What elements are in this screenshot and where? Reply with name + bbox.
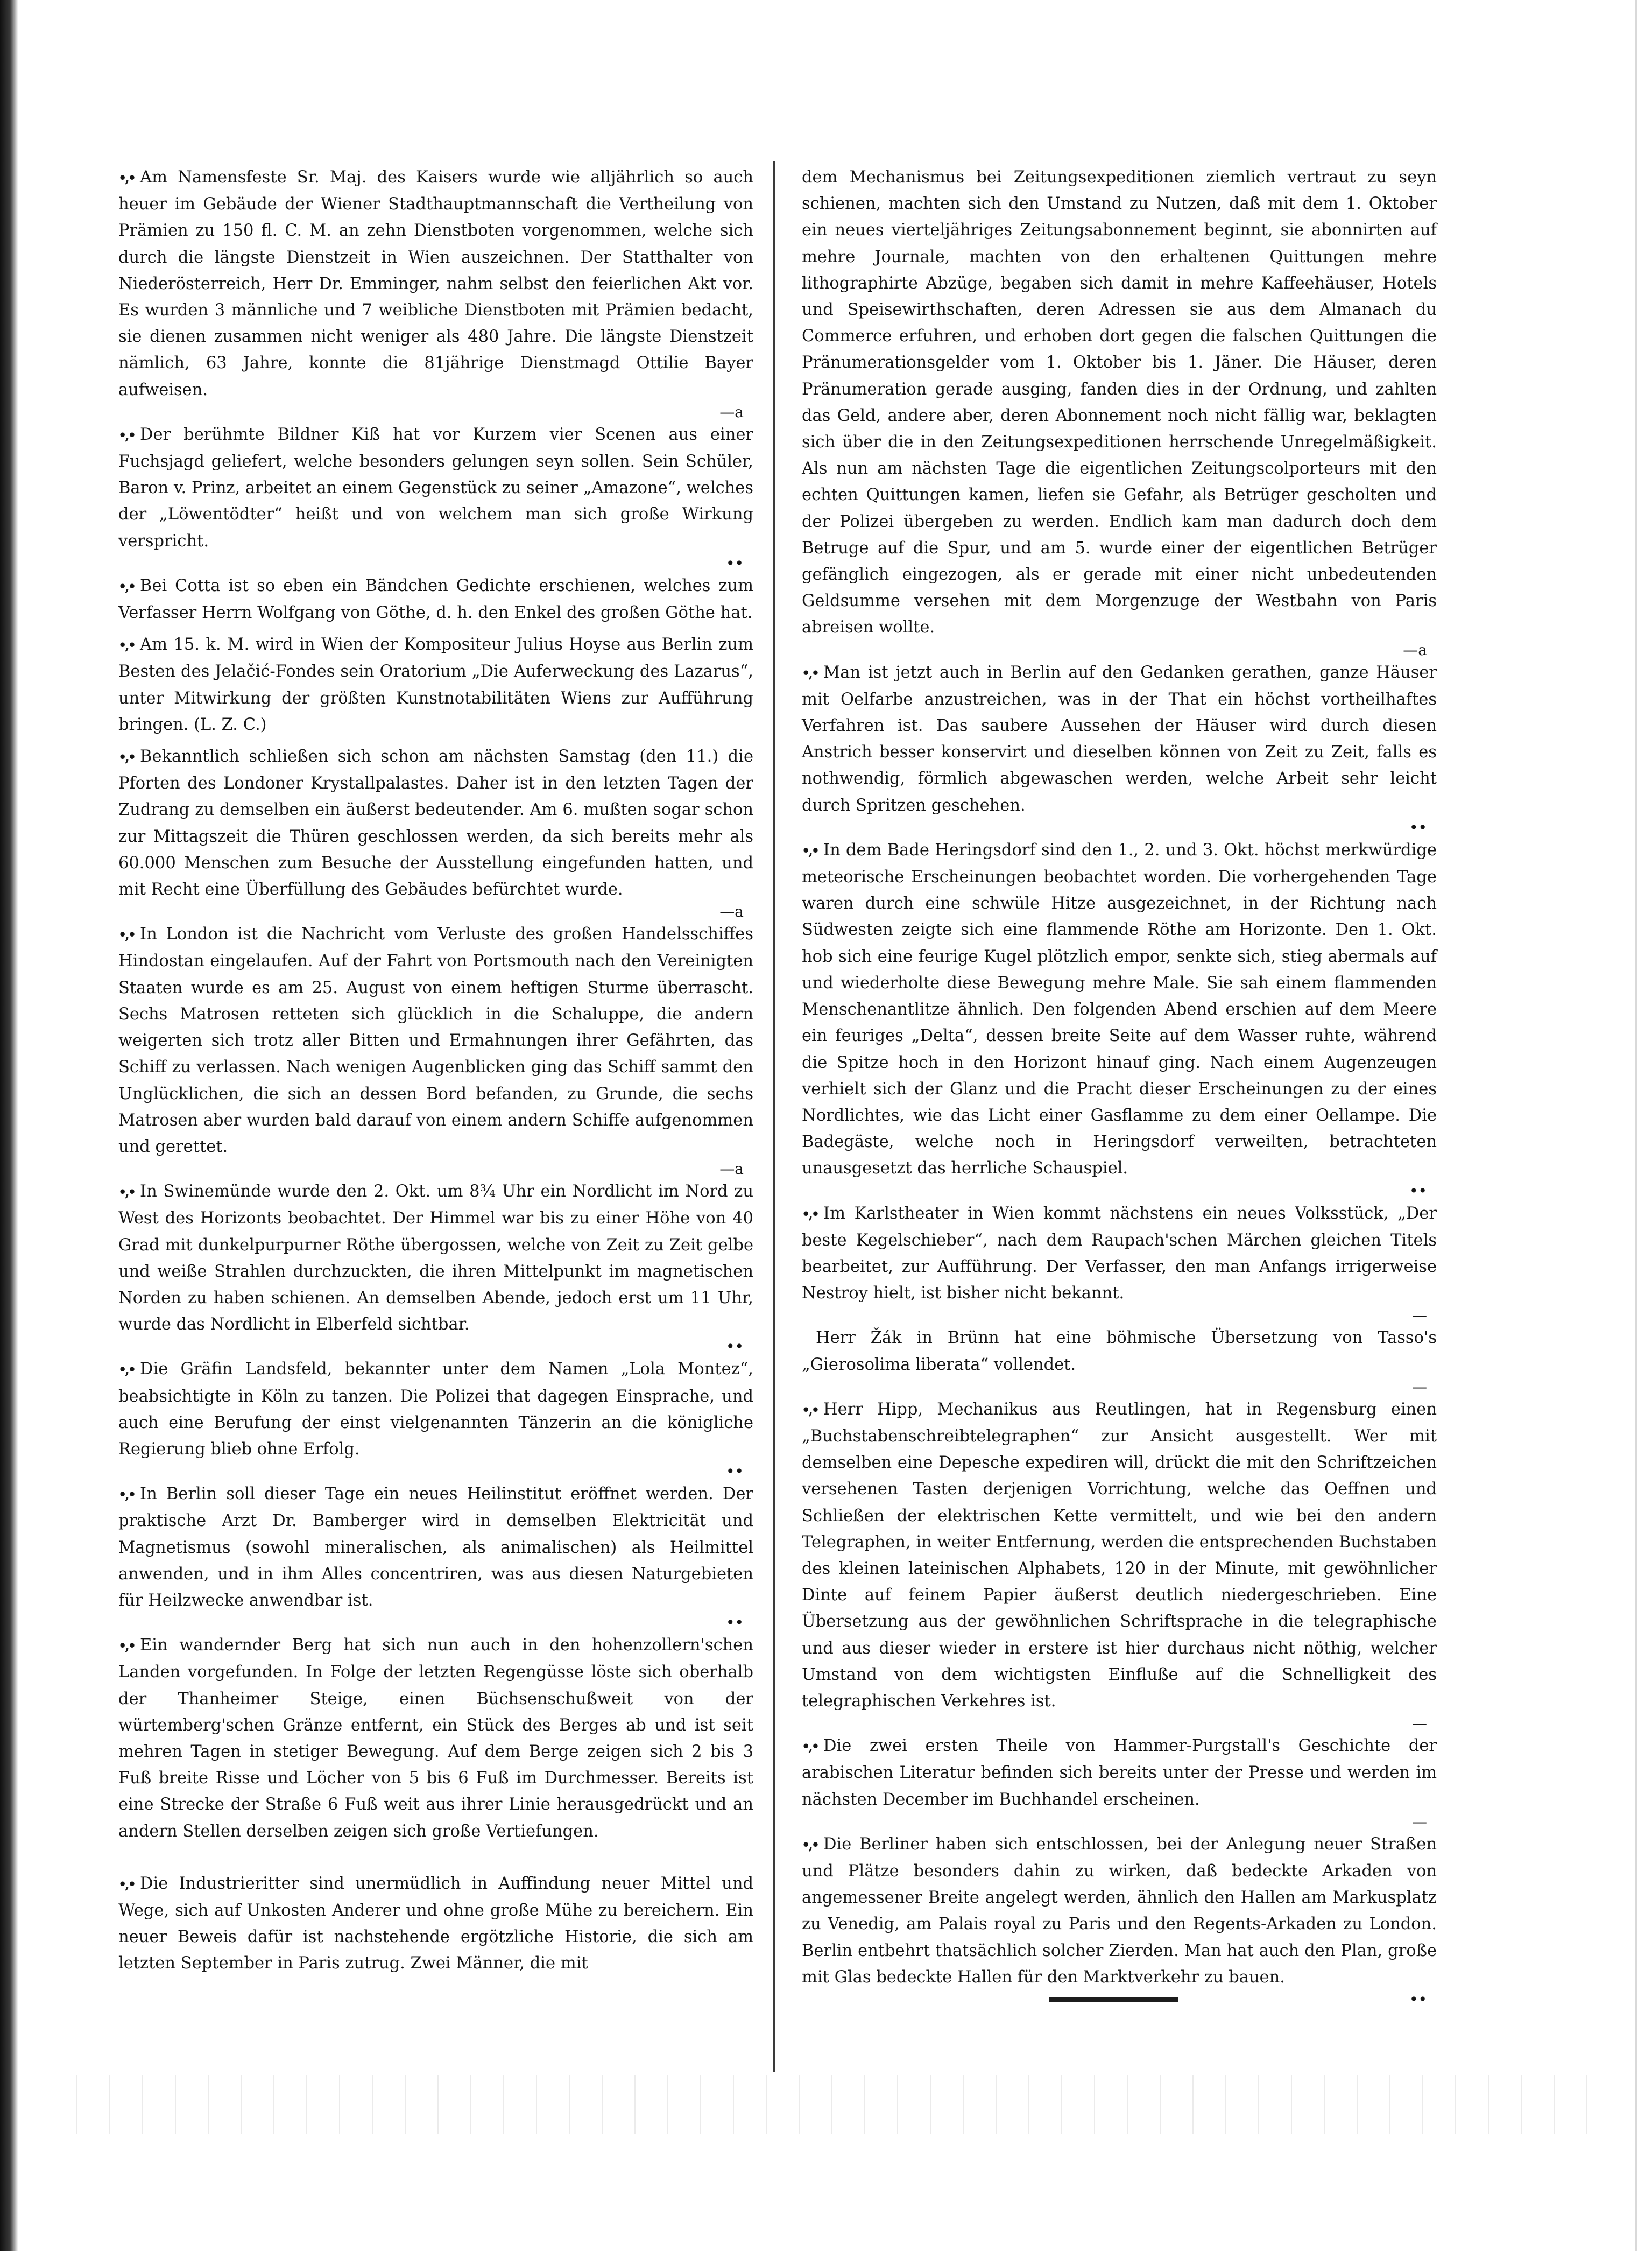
article-paragraph: •,• Die Industrieritter sind unermüdlich in Auffindung neuer Mittel und Wege, sich auf Unkosten Anderer und ohne große Mühe zu bereichern. Ein neuer Beweis dafür ist nachstehende ergötzliche Historie, die sich am letzten September in Paris zutrug. Zwei Männer, die mit <box>118 1874 753 1973</box>
article-end-mark: •• <box>1409 1990 1427 2008</box>
article-end-mark: •• <box>725 1338 744 1356</box>
article-end-mark: — <box>1412 1306 1427 1325</box>
article-paragraph-continued: dem Mechanismus bei Zeitungsexpeditionen ziemlich vertraut zu seyn schienen, machten sich den Umstand zu Nutzen, daß mit dem 1. Oktober ein neues vierteljähriges Zeitungsabonnement beginnt, sie abonnirten auf mehre Journale, machten von den erhaltenen Quittungen mehre lithographirte Abzüge, begaben sich damit in mehre Kaffeehäuser, Hotels und Speisewirthschaften, deren Adressen sie aus dem Almanach du Commerce erfuhren, und erhoben dort gegen die falschen Quittungen die Pränumerationsgelder vom 1. Oktober bis 1. Jäner. Die Häuser, deren Pränumeration gerade ausging, fanden dies in der Ordnung, und zahlten das Geld, andere aber, deren Abonnement noch nicht fällig war, beklagten sich über die in den Zeitungsexpeditionen herrschende Unregelmäßigkeit. Als nun am nächsten Tage die eigentlichen Zeitungscolporteurs mit den echten Quittungen kamen, liefen sie Gefahr, als Betrüger gescholten und der Polizei übergeben zu werden. Endlich kam man dadurch doch dem Betruge auf die Spur, und am 5. wurde einer der eigentlichen Betrüger gefänglich eingezogen, als er gerade mit einer nicht unbedeutenden Geldsumme versehen mit dem Morgenzuge der Westbahn von Paris abreisen wollte. <box>802 168 1437 637</box>
article-paragraph: •,• In dem Bade Heringsdorf sind den 1., 2. und 3. Okt. höchst merkwürdige meteorische Erscheinungen beobachtet worden. Die vorhergehenden Tage waren durch eine schwüle Hitze ausgezeichnet, in der Richtung nach Südwesten zeigte sich eine flammende Röthe am Horizonte. Den 1. Okt. hob sich eine feurige Kugel plötzlich empor, senkte sich, stieg abermals auf und wiederholte diese Bewegung mehre Male. Sie sah einem flammenden Menschenantlitze ähnlich. Den folgenden Abend erschien auf dem Meere ein feuriges „Delta“, dessen breite Seite auf dem Wasser ruhte, während die Spitze hoch in den Horizont hinauf ging. Nach einem Augenzeugen verhielt sich der Glanz und die Pracht dieser Erscheinungen zu der eines Nordlichtes, wie das Licht einer Gasflamme zu dem einer Oellampe. Die Badegäste, welche noch in Heringsdorf verweilten, betrachteten unausgesetzt das herrliche Schauspiel. <box>802 840 1437 1178</box>
article-paragraph: •,• Am 15. k. M. wird in Wien der Kompositeur Julius Hoyse aus Berlin zum Besten des Jelačić-Fondes sein Oratorium „Die Auferweckung des Lazarus“, unter Mitwirkung der größten Kunstnotabilitäten Wiens zur Aufführung bringen. (L. Z. C.) <box>118 635 753 734</box>
article-end-mark: •• <box>1409 1181 1427 1200</box>
article-paragraph: •,• Am Namensfeste Sr. Maj. des Kaisers wurde wie alljährlich so auch heuer im Gebäude der Wiener Stadthauptmannschaft die Vertheilung von Prämien zu 150 fl. C. M. an zehn Dienstboten vorgenommen, welche sich durch die längste Dienstzeit in Wien auszeichnen. Der Statthalter von Niederösterreich, Herr Dr. Emminger, nahm selbst den feierlichen Akt vor. Es wurden 3 männliche und 7 weibliche Dienstboten mit Prämien bedacht, sie dienen zusammen nicht weniger als 480 Jahre. Die längste Dienstzeit nämlich, 63 Jahre, konnte die 81jährige Dienstmagd Ottilie Bayer aufweisen. <box>118 168 753 399</box>
asterism-mark: •,• <box>118 170 135 186</box>
article-paragraph: •,• Die zwei ersten Theile von Hammer-Purgstall's Geschichte der arabischen Literatur befinden sich bereits unter der Presse und werden im nächsten December im Buchhandel erscheinen. <box>802 1736 1437 1809</box>
article-paragraph: •,• In Berlin soll dieser Tage ein neues Heilinstitut eröffnet werden. Der praktische Arzt Dr. Bamberger wird in demselben Elektricität und Magnetismus (sowohl mineralischen, als animalischen) als Heilmittel anwenden, und in ihm Alles concentriren, was aus diesen Naturgebieten für Heilzwecke anwendbar ist. <box>118 1485 753 1610</box>
article-end-mark: — <box>1412 1377 1427 1396</box>
article-end-mark: — <box>1412 1812 1427 1831</box>
asterism-mark: •,• <box>802 1739 818 1755</box>
article-end-mark: —a <box>719 403 744 421</box>
asterism-mark: •,• <box>802 1206 818 1222</box>
article-paragraph: •,• In London ist die Nachricht vom Verluste des großen Handelsschiffes Hindostan eingelaufen. Auf der Fahrt von Portsmouth nach den Vereinigten Staaten wurde es am 25. August von einem heftigen Sturme überrascht. Sechs Matrosen retteten sich glücklich in die Schaluppe, die andern weigerten sich trotz aller Bitten und Ermahnungen ihrer Gefährten, das Schiff zu verlassen. Nach wenigen Augenblicken ging das Schiff sammt den Unglücklichen, die sich an dessen Bord befanden, zu Grunde, die sechs Matrosen aber wurden bald darauf von einem andern Schiffe aufgenommen und gerettet. <box>118 925 753 1156</box>
section-end-rule <box>1049 1997 1178 2002</box>
page-binding-edge <box>0 0 18 2251</box>
article-paragraph: Herr Žák in Brünn hat eine böhmische Übersetzung von Tasso's „Gierosolima liberata“ vollendet. <box>802 1328 1437 1374</box>
article-paragraph: •,• Die Gräfin Landsfeld, bekannter unter dem Namen „Lola Montez“, beabsichtigte in Köln zu tanzen. Die Polizei that dagegen Einsprache, und auch eine Berufung der einst vielgenannten Tänzerin an die königliche Regierung blieb ohne Erfolg. <box>118 1360 753 1459</box>
article-end-mark: —a <box>719 1160 744 1178</box>
article-paragraph: •,• Die Berliner haben sich entschlossen, bei der Anlegung neuer Straßen und Plätze besonders dahin zu wirken, daß bedeckte Arkaden von angemessener Breite angelegt werden, ähnlich den Hallen am Markusplatz zu Venedig, am Palais royal zu Paris und den Regents-Arkaden zu London. Berlin entbehrt thatsächlich solcher Zierden. Man hat auch den Plan, große mit Glas bedeckte Hallen für den Marktverkehr zu bauen. <box>802 1834 1437 1987</box>
page-right-edge <box>1635 0 1637 2251</box>
asterism-mark: •,• <box>802 1402 818 1418</box>
asterism-mark: •,• <box>118 1876 135 1892</box>
article-end-mark: •• <box>725 554 744 572</box>
asterism-mark: •,• <box>118 927 135 943</box>
asterism-mark: •,• <box>118 1638 135 1654</box>
asterism-mark: •,• <box>118 1487 135 1503</box>
article-paragraph: •,• Bekanntlich schließen sich schon am nächsten Samstag (den 11.) die Pforten des Londoner Krystallpalastes. Daher ist in den letzten Tagen der Zudrang zu demselben ein äußerst bedeutender. Am 6. mußten sogar schon zur Mittagszeit die Thüren geschlossen werden, da sich bereits mehr als 60.000 Menschen zum Besuche der Ausstellung eingefunden hatten, und mit Recht eine Überfüllung des Gebäudes befürchtet wurde. <box>118 747 753 899</box>
article-paragraph: •,• In Swinemünde wurde den 2. Okt. um 8¾ Uhr ein Nordlicht im Nord zu West des Horizonts beobachtet. Der Himmel war bis zu einer Höhe von 40 Grad mit dunkelpurpurner Röthe übergossen, welche von Zeit zu Zeit gelbe und weiße Strahlen durchzuckten, die ihren Mittelpunkt im magnetischen Norden zu haben schienen. An demselben Abende, jedoch erst um 11 Uhr, wurde das Nordlicht in Elberfeld sichtbar. <box>118 1182 753 1334</box>
asterism-mark: •,• <box>118 749 135 765</box>
article-end-mark: •• <box>1409 818 1427 836</box>
asterism-mark: •,• <box>802 1837 818 1853</box>
article-end-mark: •• <box>725 1614 744 1632</box>
article-paragraph: •,• Der berühmte Bildner Kiß hat vor Kurzem vier Scenen aus einer Fuchsjagd geliefert, welche besonders gelungen seyn sollen. Sein Schüler, Baron v. Prinz, arbeitet an einem Gegenstück zu seiner „Amazone“, welches der „Löwentödter“ heißt und von welchem man sich große Wirkung verspricht. <box>118 425 753 551</box>
asterism-mark: •,• <box>118 578 135 594</box>
article-paragraph: •,• Herr Hipp, Mechanikus aus Reutlingen, hat in Regensburg einen „Buchstabenschreibtelegraphen“ zur Ansicht ausgestellt. Wer mit demselben eine Depesche expediren will, drückt die mit den Schriftzeichen versehenen Tasten derjenigen Vorrichtung, welche das Oeffnen und Schließen der elektrischen Kette vermittelt, und wie bei den andern Telegraphen, in weiter Entfernung, werden die entsprechenden Buchstaben des kleinen lateinischen Alphabets, 120 in der Minute, mit gewöhnlicher Dinte auf feinem Papier äußerst deutlich niedergeschrieben. Eine Übersetzung aus der gewöhnlichen Schriftsprache in die telegraphische und aus dieser wieder in erstere ist hier durchaus nicht nöthig, welcher Umstand von dem wichtigsten Einfluße auf die Schnelligkeit des telegraphischen Verkehres ist. <box>802 1399 1437 1711</box>
article-end-mark: — <box>1412 1714 1427 1733</box>
asterism-mark: •,• <box>118 1362 135 1378</box>
asterism-mark: •,• <box>118 637 135 653</box>
asterism-mark: •,• <box>802 842 818 859</box>
right-column <box>802 164 1437 2009</box>
article-end-mark: •• <box>725 1462 744 1481</box>
article-paragraph: •,• Man ist jetzt auch in Berlin auf den Gedanken gerathen, ganze Häuser mit Oelfarbe anzustreichen, was in der That ein höchst vortheilhaftes Verfahren ist. Das saubere Aussehen der Häuser wird durch diesen Anstrich besser konservirt und dieselben können von Zeit zu Zeit, falls es nothwendig, förmlich abgewaschen werden, welche Arbeit sehr leicht durch Spritzen geschehen. <box>802 663 1437 815</box>
article-paragraph: •,• Im Karlstheater in Wien kommt nächstens ein neues Volksstück, „Der beste Kegelschieber“, nach dem Raupach'schen Märchen gleichen Titels bearbeitet, zur Aufführung. Der Verfasser, den man Anfangs irrigerweise Nestroy hielt, ist bisher nicht bekannt. <box>802 1204 1437 1303</box>
left-column <box>118 164 753 1977</box>
asterism-mark: •,• <box>118 427 135 443</box>
article-paragraph: •,• Bei Cotta ist so eben ein Bändchen Gedichte erschienen, welches zum Verfasser Herrn Wolfgang von Göthe, d. h. den Enkel des großen Göthe hat. <box>118 576 753 623</box>
bleed-through-noise <box>65 2075 1587 2134</box>
column-divider <box>773 161 775 2072</box>
asterism-mark: •,• <box>802 665 818 681</box>
article-end-mark: —a <box>1403 641 1427 659</box>
article-paragraph: •,• Ein wandernder Berg hat sich nun auch in den hohenzollern'schen Landen vorgefunden. In Folge der letzten Regengüsse löste sich oberhalb der Thanheimer Steige, einen Büchsenschußweit von der würtemberg'schen Gränze entfernt, ein Stück des Berges ab und ist seit mehren Tagen in stetiger Bewegung. Auf dem Berge zeigen sich 2 bis 3 Fuß breite Risse und Löcher von 5 bis 6 Fuß im Durchmesser. Bereits ist eine Strecke der Straße 6 Fuß weit aus ihrer Linie herausgedrückt und an andern Stellen derselben zeigen sich große Vertiefungen. <box>118 1636 753 1841</box>
article-end-mark: —a <box>719 903 744 921</box>
asterism-mark: •,• <box>118 1184 135 1200</box>
